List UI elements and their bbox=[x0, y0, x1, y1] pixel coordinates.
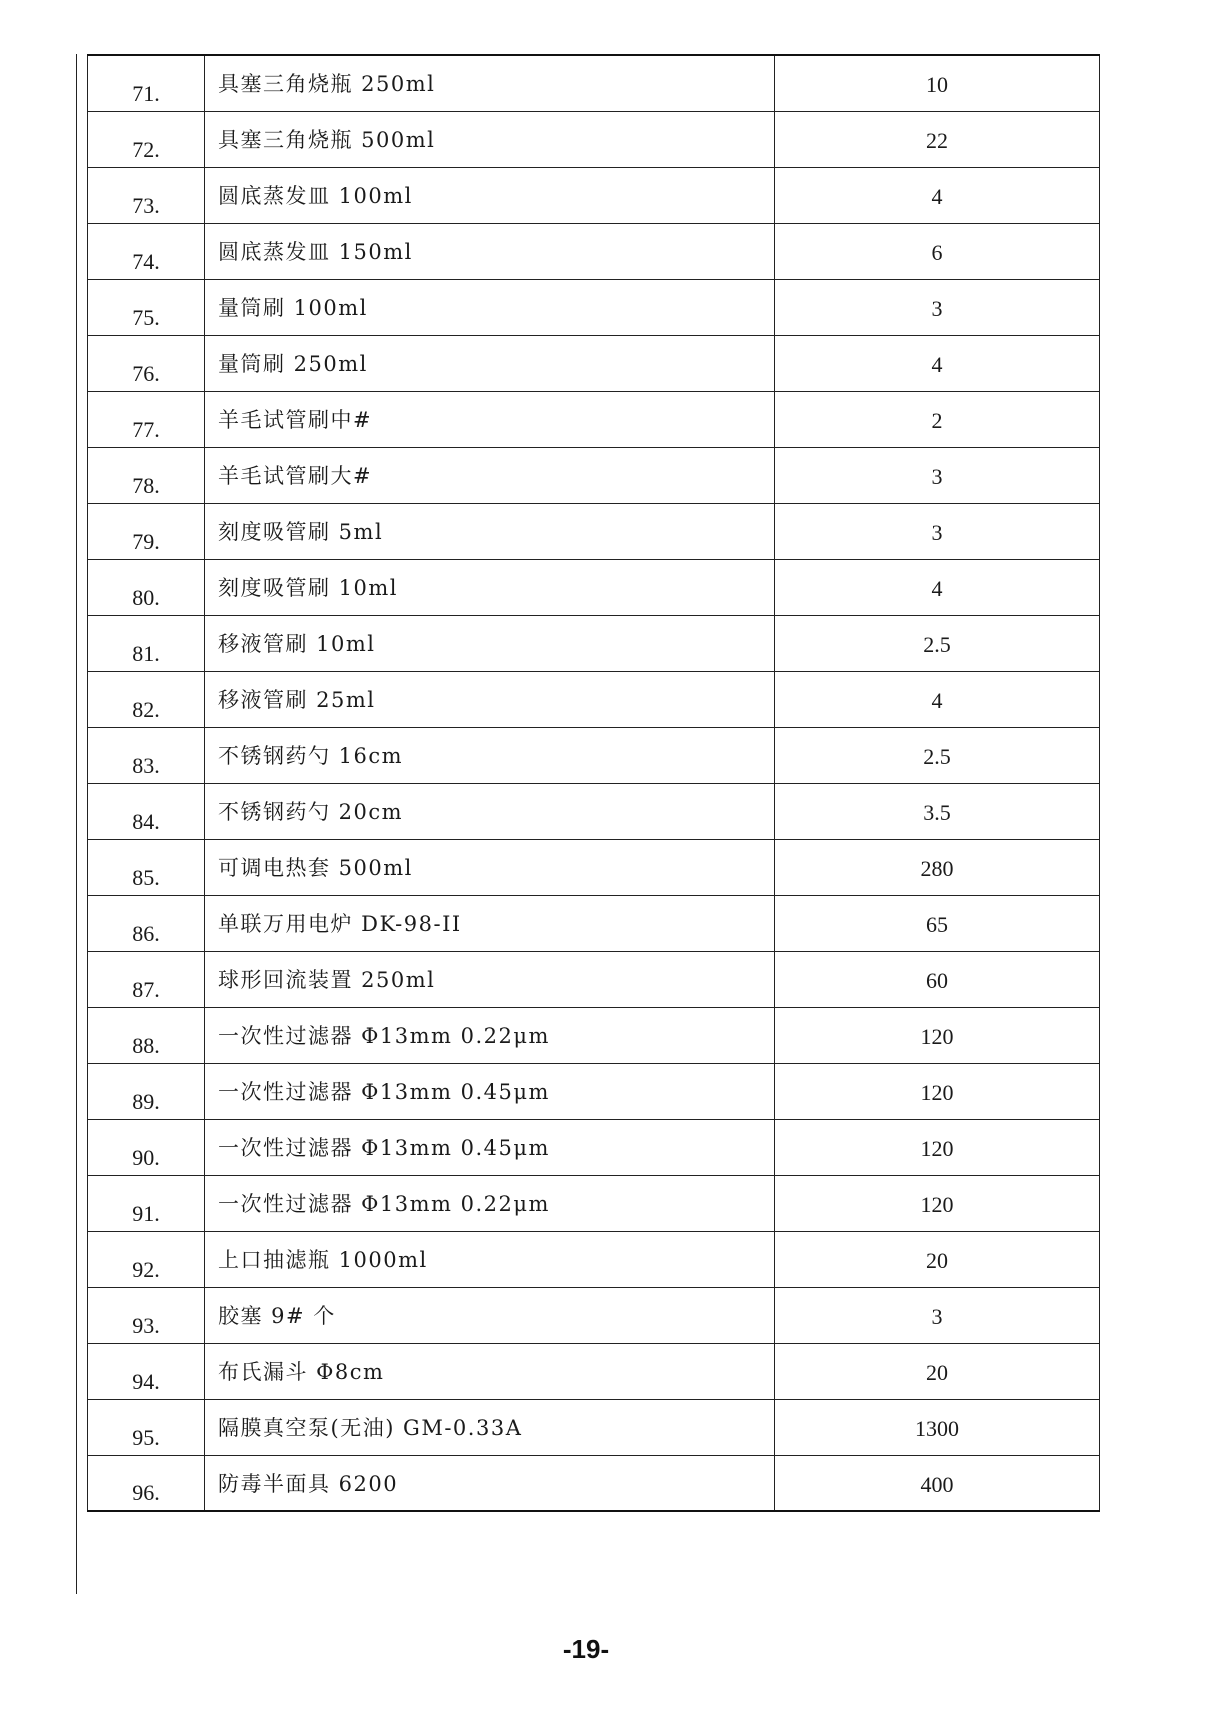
item-quantity: 120 bbox=[775, 1007, 1100, 1063]
item-name: 隔膜真空泵(无油) GM-0.33A bbox=[205, 1399, 775, 1455]
item-quantity: 4 bbox=[775, 671, 1100, 727]
item-name: 移液管刷 25ml bbox=[205, 671, 775, 727]
row-number: 74. bbox=[88, 223, 205, 279]
row-number: 87. bbox=[88, 951, 205, 1007]
item-name: 球形回流装置 250ml bbox=[205, 951, 775, 1007]
table-row bbox=[88, 1063, 1100, 1119]
row-number: 82. bbox=[88, 671, 205, 727]
table-row bbox=[88, 1175, 1100, 1231]
row-number: 79. bbox=[88, 503, 205, 559]
page-number: -19- bbox=[562, 1634, 610, 1664]
item-name: 布氏漏斗 Φ8cm bbox=[205, 1343, 775, 1399]
table-row bbox=[88, 1455, 1100, 1511]
item-quantity: 3.5 bbox=[775, 783, 1100, 839]
row-number: 81. bbox=[88, 615, 205, 671]
item-quantity: 3 bbox=[775, 503, 1100, 559]
row-number: 92. bbox=[88, 1231, 205, 1287]
row-number: 91. bbox=[88, 1175, 205, 1231]
item-quantity: 400 bbox=[775, 1455, 1100, 1511]
table-row bbox=[88, 839, 1100, 895]
table-row bbox=[88, 671, 1100, 727]
item-quantity: 2 bbox=[775, 391, 1100, 447]
item-quantity: 22 bbox=[775, 111, 1100, 167]
table-row bbox=[88, 1287, 1100, 1343]
item-quantity: 280 bbox=[775, 839, 1100, 895]
table-row bbox=[88, 1343, 1100, 1399]
item-quantity: 120 bbox=[775, 1063, 1100, 1119]
table-row bbox=[88, 1119, 1100, 1175]
table-row bbox=[88, 951, 1100, 1007]
item-name: 圆底蒸发皿 100ml bbox=[205, 167, 775, 223]
item-quantity: 1300 bbox=[775, 1399, 1100, 1455]
row-number: 71. bbox=[88, 55, 205, 111]
item-quantity: 6 bbox=[775, 223, 1100, 279]
table-row bbox=[88, 55, 1100, 111]
row-number: 94. bbox=[88, 1343, 205, 1399]
row-number: 80. bbox=[88, 559, 205, 615]
item-quantity: 4 bbox=[775, 559, 1100, 615]
item-name: 具塞三角烧瓶 500ml bbox=[205, 111, 775, 167]
item-quantity: 4 bbox=[775, 167, 1100, 223]
item-name: 一次性过滤器 Φ13mm 0.22μm bbox=[205, 1007, 775, 1063]
item-quantity: 3 bbox=[775, 447, 1100, 503]
table-row bbox=[88, 895, 1100, 951]
item-quantity: 2.5 bbox=[775, 615, 1100, 671]
item-quantity: 60 bbox=[775, 951, 1100, 1007]
table-row bbox=[88, 111, 1100, 167]
item-name: 不锈钢药勺 16cm bbox=[205, 727, 775, 783]
table-row bbox=[88, 391, 1100, 447]
item-name: 一次性过滤器 Φ13mm 0.22μm bbox=[205, 1175, 775, 1231]
item-name: 可调电热套 500ml bbox=[205, 839, 775, 895]
item-quantity: 10 bbox=[775, 55, 1100, 111]
table-row bbox=[88, 559, 1100, 615]
row-number: 86. bbox=[88, 895, 205, 951]
table-row bbox=[88, 615, 1100, 671]
item-name: 单联万用电炉 DK-98-II bbox=[205, 895, 775, 951]
table-row bbox=[88, 503, 1100, 559]
item-name: 刻度吸管刷 5ml bbox=[205, 503, 775, 559]
row-number: 73. bbox=[88, 167, 205, 223]
item-quantity: 20 bbox=[775, 1231, 1100, 1287]
row-number: 76. bbox=[88, 335, 205, 391]
row-number: 72. bbox=[88, 111, 205, 167]
item-name: 胶塞 9# 个 bbox=[205, 1287, 775, 1343]
item-name: 量筒刷 100ml bbox=[205, 279, 775, 335]
item-name: 一次性过滤器 Φ13mm 0.45μm bbox=[205, 1063, 775, 1119]
table-row bbox=[88, 1007, 1100, 1063]
item-quantity: 3 bbox=[775, 1287, 1100, 1343]
item-name: 防毒半面具 6200 bbox=[205, 1455, 775, 1511]
table-row bbox=[88, 223, 1100, 279]
row-number: 96. bbox=[88, 1455, 205, 1511]
row-number: 84. bbox=[88, 783, 205, 839]
item-table bbox=[87, 54, 1100, 1512]
row-number: 95. bbox=[88, 1399, 205, 1455]
item-quantity: 4 bbox=[775, 335, 1100, 391]
item-name: 量筒刷 250ml bbox=[205, 335, 775, 391]
table-row bbox=[88, 783, 1100, 839]
item-name: 上口抽滤瓶 1000ml bbox=[205, 1231, 775, 1287]
row-number: 77. bbox=[88, 391, 205, 447]
item-quantity: 65 bbox=[775, 895, 1100, 951]
item-name: 刻度吸管刷 10ml bbox=[205, 559, 775, 615]
item-quantity: 120 bbox=[775, 1119, 1100, 1175]
row-number: 78. bbox=[88, 447, 205, 503]
item-name: 羊毛试管刷中# bbox=[205, 391, 775, 447]
item-table-body bbox=[88, 55, 1100, 1511]
row-number: 83. bbox=[88, 727, 205, 783]
row-number: 90. bbox=[88, 1119, 205, 1175]
item-name: 不锈钢药勺 20cm bbox=[205, 783, 775, 839]
item-name: 羊毛试管刷大# bbox=[205, 447, 775, 503]
table-row bbox=[88, 1231, 1100, 1287]
row-number: 88. bbox=[88, 1007, 205, 1063]
item-quantity: 2.5 bbox=[775, 727, 1100, 783]
item-quantity: 120 bbox=[775, 1175, 1100, 1231]
table-row bbox=[88, 167, 1100, 223]
row-number: 85. bbox=[88, 839, 205, 895]
item-name: 具塞三角烧瓶 250ml bbox=[205, 55, 775, 111]
item-quantity: 20 bbox=[775, 1343, 1100, 1399]
table-row bbox=[88, 1399, 1100, 1455]
row-number: 89. bbox=[88, 1063, 205, 1119]
item-name: 一次性过滤器 Φ13mm 0.45μm bbox=[205, 1119, 775, 1175]
table-row bbox=[88, 335, 1100, 391]
item-name: 圆底蒸发皿 150ml bbox=[205, 223, 775, 279]
item-name: 移液管刷 10ml bbox=[205, 615, 775, 671]
item-quantity: 3 bbox=[775, 279, 1100, 335]
table-row bbox=[88, 727, 1100, 783]
row-number: 93. bbox=[88, 1287, 205, 1343]
table-row bbox=[88, 447, 1100, 503]
row-number: 75. bbox=[88, 279, 205, 335]
table-row bbox=[88, 279, 1100, 335]
